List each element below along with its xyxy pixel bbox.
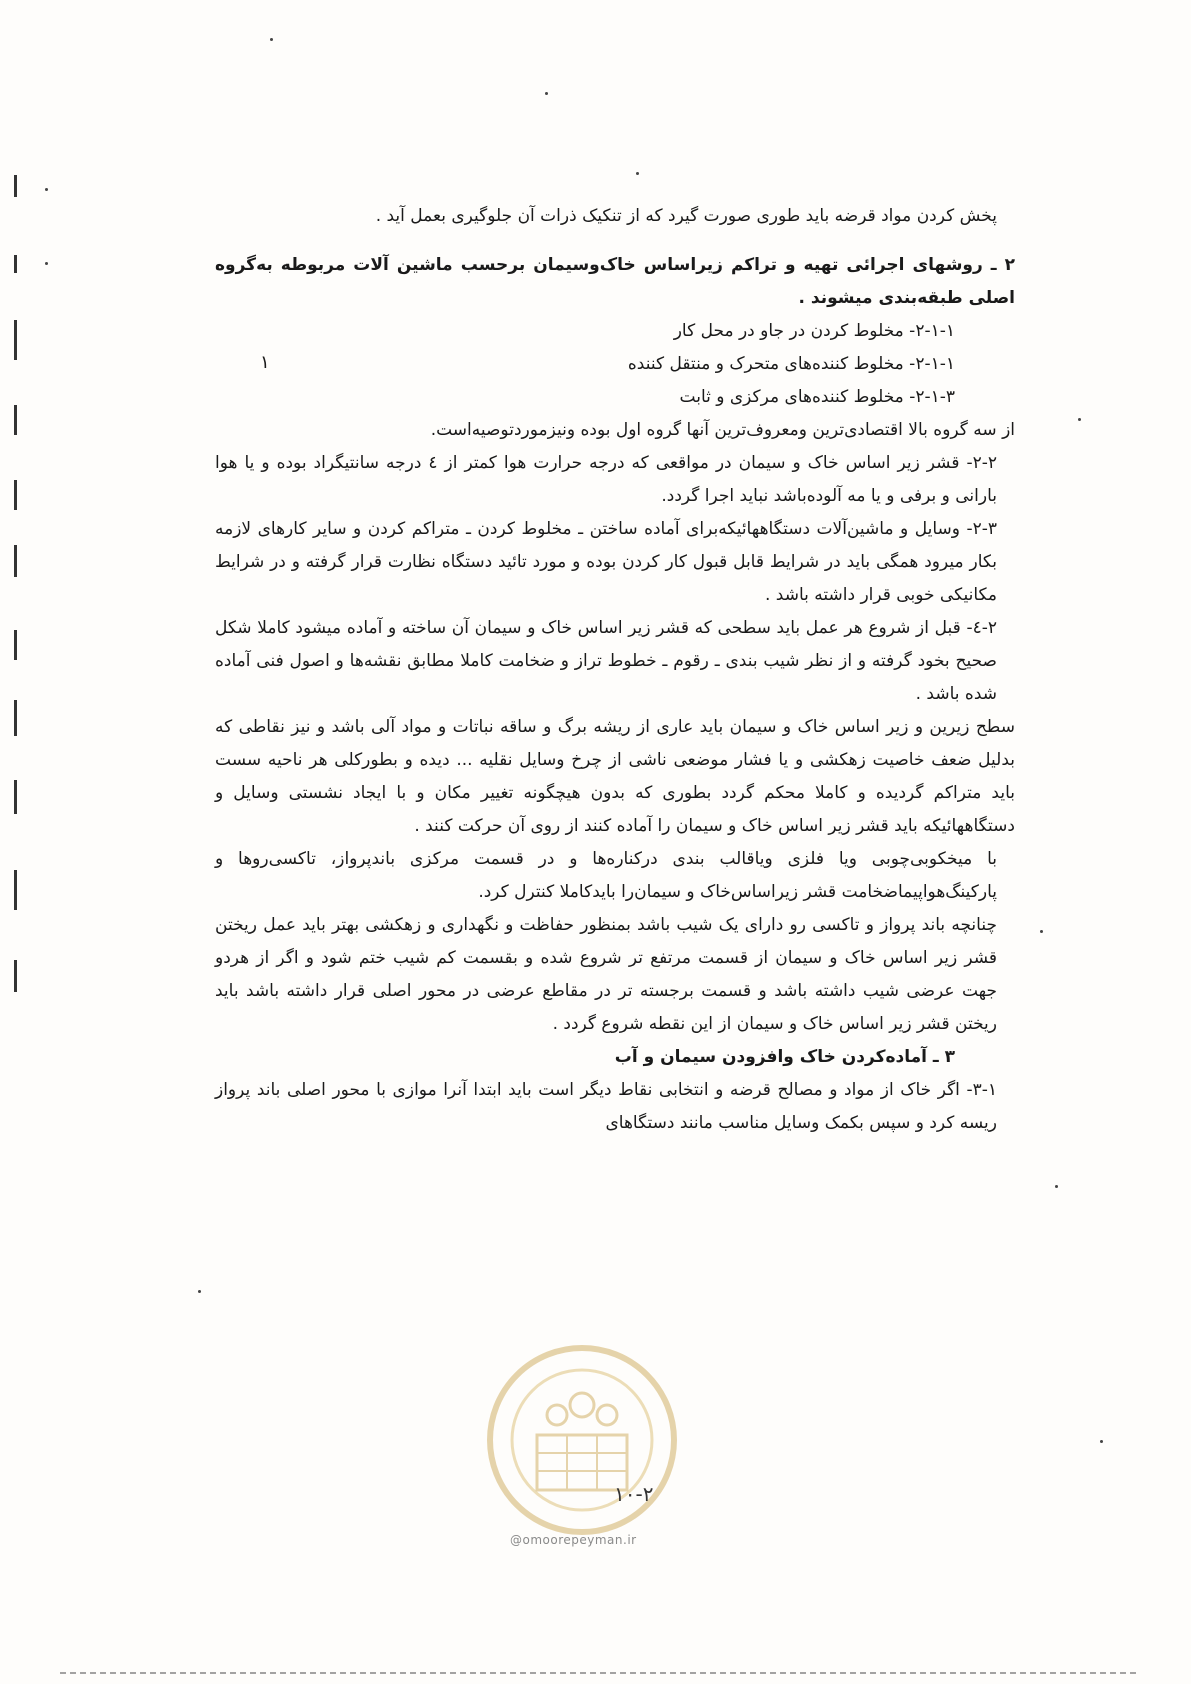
paragraph: با میخکوبی‌چوبی ویا فلزی ویاقالب بندی درکناره‌ها و در قسمت مرکزی باندپرواز، تاکسی‌روها و پارکینگ‌هواپیماضخامت قشر زیراساس‌خاک و سیمان‌را باید‌کاملا کنترل کرد. bbox=[215, 849, 997, 902]
paragraph: از سه گروه بالا اقتصادی‌ترین ومعروف‌ترین آنها گروه اول بوده ونیزموردتوصیه‌است. bbox=[430, 420, 1015, 440]
list-item: ۲-۱-۱- مخلوط کردن در جاو در محل کار bbox=[673, 321, 955, 341]
section-heading: ۲ ـ روشهای اجرائی تهیه و تراکم زیراساس خاک‌وسیمان برحسب ماشین آلات مربوطه به‌گروه اصلی طبقه‌بندی میشوند . bbox=[215, 255, 1015, 308]
section-heading: ۳ ـ آماده‌کردن خاک وافزودن سیمان و آب bbox=[614, 1047, 955, 1067]
paragraph: سطح زیرین و زیر اساس خاک و سیمان باید عاری از ریشه برگ و ساقه نباتات و مواد آلی باشد و نیز نقاطی که بدلیل ضعف خاصیت زهکشی و یا فشار موضعی ناشی از چرخ وسایل نقلیه ... دیده و بطورکلی هر ناحیه سست باید متراکم گردیده و کاملا محکم گردد بطوری که بدون هیچگونه تغییر مکان و با ایجاد نشستی وسایل و دستگاههائیکه باید قشر زیر اساس خاک و سیمان را آماده کنند از روی آن حرکت کنند . bbox=[215, 717, 1015, 836]
paragraph: چنانچه باند پرواز و تاکسی رو دارای یک شیب باشد بمنظور حفاظت و نگهداری و زهکشی بهتر باید عمل ریختن قشر زیر اساس خاک و سیمان از قسمت مرتفع تر شروع شده و بقسمت کم شیب ختم شود و اگر از هردو جهت عرضی شیب داشته باشد و قسمت برجسته تر در مقاطع عرضی در محور اصلی قرار داشته باشد باید ریختن قشر زیر اساس خاک و سیمان از این نقطه شروع گردد . bbox=[215, 915, 997, 1034]
watermark-seal-icon bbox=[482, 1340, 682, 1540]
paragraph: ۲-۳- وسایل و ماشین‌آلات دستگاههائیکه‌برای آماده ساختن ـ مخلوط کردن ـ متراکم کردن و سایر کارهای لازمه بکار میرود همگی باید در شرایط قابل قبول کار کردن بوده و مورد تائید دستگاه نظارت قرار گرفته و در شرایط مکانیکی خوبی قرار داشته باشد . bbox=[215, 519, 997, 605]
page-number: ۱۰-۲ bbox=[614, 1482, 654, 1506]
scan-edge bbox=[60, 1672, 1140, 1674]
paragraph: پخش کردن مواد قرضه باید طوری صورت گیرد که از تنکیک ذرات آن جلوگیری بعمل آید . bbox=[375, 206, 997, 226]
margin-number: ۱ bbox=[260, 352, 270, 373]
watermark-site: @omoorepeyman.ir bbox=[510, 1533, 637, 1547]
paragraph: ۳-۱- اگر خاک از مواد و مصالح قرضه و انتخابی نقاط دیگر است باید ابتدا آنرا موازی با محور اصلی باند پرواز ریسه کرد و سپس بکمک وسایل مناسب مانند دستگاهای bbox=[215, 1080, 997, 1133]
binding-marks bbox=[0, 0, 40, 1684]
list-item: ۲-۱-۱- مخلوط کننده‌های متحرک و منتقل کننده bbox=[627, 354, 955, 374]
list-item: ۲-۱-۳- مخلوط کننده‌های مرکزی و ثابت bbox=[679, 387, 955, 407]
paragraph: ۲-٤- قبل از شروع هر عمل باید سطحی که قشر زیر اساس خاک و سیمان آن ساخته و آماده میشود کاملا شکل صحیح بخود گرفته و از نظر شیب بندی ـ رقوم ـ خطوط تراز و ضخامت کاملا مطابق نقشه‌ها و اصول فنی آماده شده باشد . bbox=[215, 618, 997, 704]
body-text bbox=[215, 200, 1015, 1140]
paragraph: ۲-۲- قشر زیر اساس خاک و سیمان در مواقعی که درجه حرارت هوا کمتر از ٤ درجه سانتیگراد بوده و یا هوا بارانی و برفی و یا مه آلوده‌باشد نباید اجرا گردد. bbox=[215, 453, 997, 506]
